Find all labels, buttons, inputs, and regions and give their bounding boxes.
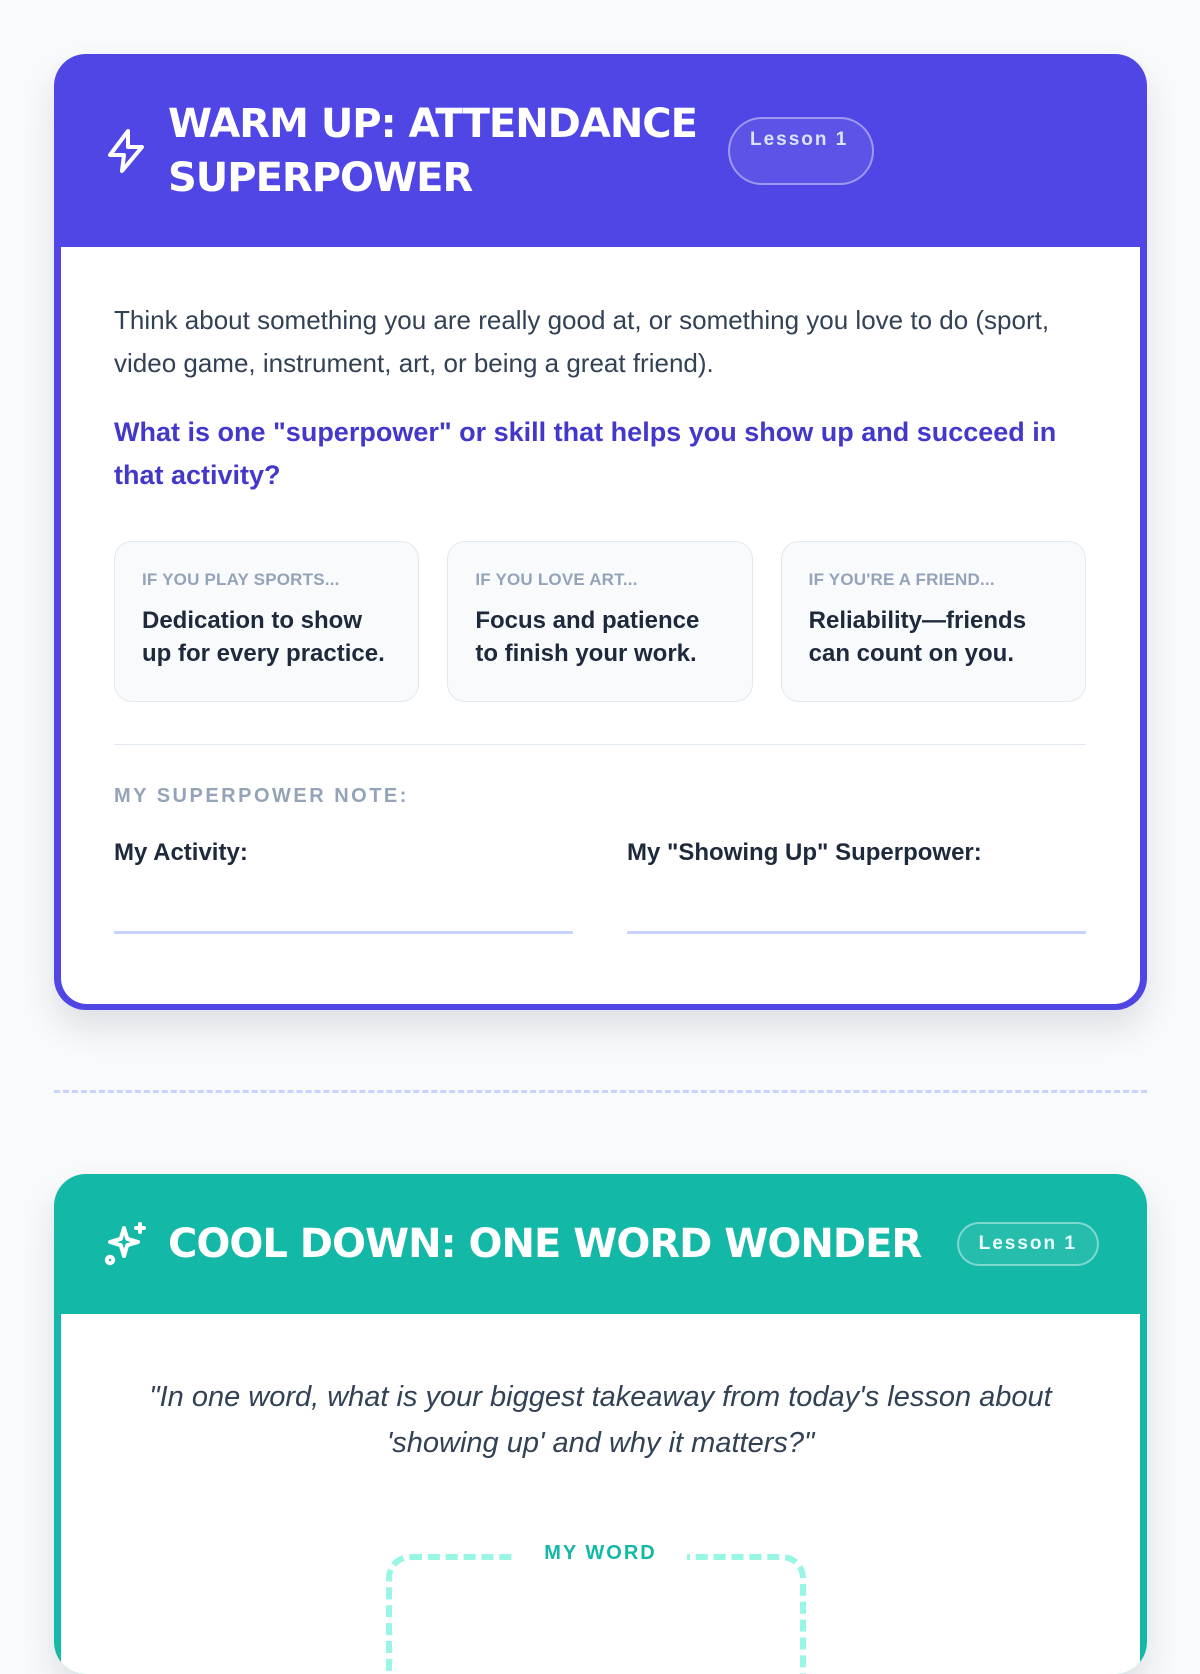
example-label: IF YOU'RE A FRIEND...: [808, 570, 995, 589]
activity-input-line[interactable]: [114, 931, 573, 934]
example-text: Reliability—friends can count on you.: [808, 607, 1027, 667]
cool-down-title: COOL DOWN: ONE WORD WONDER: [168, 1221, 922, 1267]
note-label: MY SUPERPOWER NOTE:: [114, 785, 409, 807]
lesson-badge: Lesson 1: [728, 117, 874, 185]
warm-up-card: [54, 54, 1147, 1010]
activity-label: My Activity:: [114, 839, 248, 866]
divider: [114, 744, 1086, 745]
example-card: [447, 541, 752, 702]
question-text: What is one "superpower" or skill that helps you show up and succeed in that activity?: [114, 417, 1057, 490]
my-word-label-wrap: [61, 1542, 1140, 1565]
example-card: [114, 541, 419, 702]
cool-down-card: [54, 1174, 1147, 1674]
example-label: IF YOU PLAY SPORTS...: [142, 570, 340, 589]
warm-up-body: [61, 247, 1140, 1004]
section-separator: [54, 1090, 1147, 1093]
lesson-badge: Lesson 1: [957, 1222, 1099, 1266]
example-label: IF YOU LOVE ART...: [475, 570, 638, 589]
activity-field: [114, 838, 573, 934]
my-word-label: MY WORD: [514, 1542, 687, 1564]
superpower-field: [627, 838, 1086, 934]
sparkles-icon: [102, 1220, 150, 1268]
warm-up-title: WARM UP: ATTENDANCE SUPERPOWER: [168, 100, 697, 201]
my-word-input-box[interactable]: [386, 1554, 806, 1674]
example-card: [781, 541, 1086, 702]
lightning-bolt-icon: [102, 127, 150, 175]
example-text: Dedication to show up for every practice.: [142, 607, 385, 667]
superpower-label: My "Showing Up" Superpower:: [627, 839, 982, 866]
reflection-prompt: "In one word, what is your biggest takeaway from today's lesson about 'showing up' and why it matters?": [149, 1381, 1052, 1459]
cool-down-header: [54, 1174, 1147, 1314]
example-list: [114, 541, 1086, 702]
example-text: Focus and patience to finish your work.: [475, 607, 700, 667]
cool-down-body: [61, 1314, 1140, 1674]
note-fields: [114, 838, 1086, 934]
intro-text: Think about something you are really good at, or something you love to do (sport, video game, instrument, art, or being a great friend).: [114, 305, 1050, 378]
superpower-input-line[interactable]: [627, 931, 1086, 934]
warm-up-header: [54, 54, 1147, 247]
